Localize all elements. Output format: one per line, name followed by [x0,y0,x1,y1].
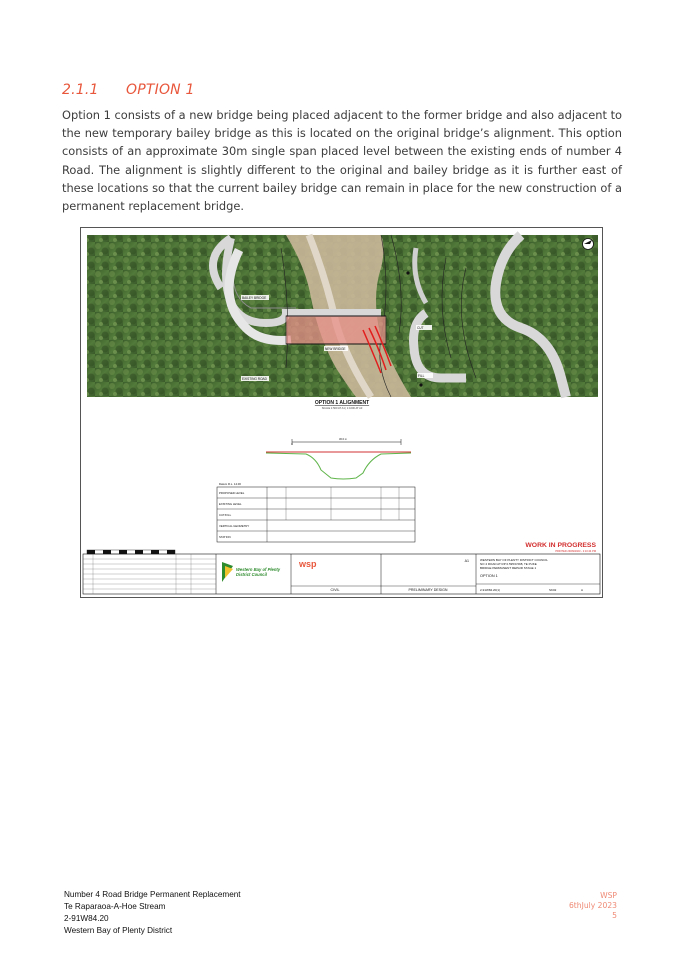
wip-printed: PRINTED 29/09/2023 - 2:10:44 PM [555,550,596,553]
aerial-plan [87,235,598,397]
profile-row-1: EXISTING LEVEL [219,502,242,506]
footer-line: Te Raparaoa-A-Hoe Stream [64,902,166,911]
footer-line: Western Bay of Plenty District [64,926,173,935]
discipline: CIVIL [330,588,340,592]
datum-label: Datum R.L. 14.00 [219,482,241,486]
scale-bar [87,550,175,554]
label-new-bridge: NEW BRIDGE [325,347,346,351]
title-block [83,554,600,594]
label-cut: CUT [417,326,424,330]
footer-date: 6thJuly 2023 [568,901,617,910]
wsp-logo: wsp [299,559,317,569]
drawing-title: OPTION 1 [480,574,498,578]
engineering-drawing [80,227,603,598]
plan-scale: SCALE 1:500 AT A1 | 1:1000 AT A3 [321,407,363,410]
council-name-line2: District Council [236,572,267,577]
footer-company: WSP [600,891,617,900]
footer-line: 2-91W84.20 [64,914,109,923]
profile-row-2: CUT/FILL [219,513,232,517]
section-body: Option 1 consists of a new bridge being placed adjacent to the former bridge and also adjacent to the new temporary bailey bridge as this is located on the original bridge’s alignment. This option consists of an approximate 30m single span placed level between the existing ends of number 4 Road. The alignment is slightly different to the original and bailey bridge as it is further east of these locations so that the current bailey bridge can remain in place for the new construction of a permanent replacement bridge. [62,108,622,214]
span-label: 30.0 m [339,438,347,441]
drawing-svg [81,228,602,597]
label-fill: FILL [418,374,425,378]
section-heading [62,82,195,98]
profile-row-3: VERTICAL GEOMETRY [219,524,250,528]
label-bailey: BAILEY BRIDGE [242,296,267,300]
profile-row-0: PROPOSED LEVEL [219,491,245,495]
footer-meta [569,891,617,921]
new-bridge-footprint [286,316,386,344]
plan-title: OPTION 1 ALIGNMENT [314,400,370,406]
project-line-1: NO 4 ROAD AT RP 0.595/0.598, TE PUKE [480,562,537,566]
work-in-progress: WORK IN PROGRESS [525,542,596,549]
council-name-line1: Western Bay of Plenty [236,567,281,572]
footer-project-info [64,889,241,937]
sheet-size: A1 [464,559,469,563]
section-title: OPTION 1 [126,82,195,98]
drawing-number: 2-91W84.20(1) [480,588,501,592]
label-existing: EXISTING ROAD [242,377,267,381]
drawing-status: PRELIMINARY DESIGN [408,588,448,592]
section-number: 2.1.1 [62,82,99,98]
project-line-2: BRIDGE PERMANENT REPAIR STAGE 1 [480,566,537,570]
sheet-number: SK02 [549,588,557,592]
project-line-0: WESTERN BAY OF PLENTY DISTRICT COUNCIL [480,558,548,562]
long-section [217,437,415,542]
footer-line: Number 4 Road Bridge Permanent Replacement [64,890,241,899]
revision: A [581,588,584,592]
page-number: 5 [612,911,617,920]
profile-row-4: STATION [219,535,231,539]
